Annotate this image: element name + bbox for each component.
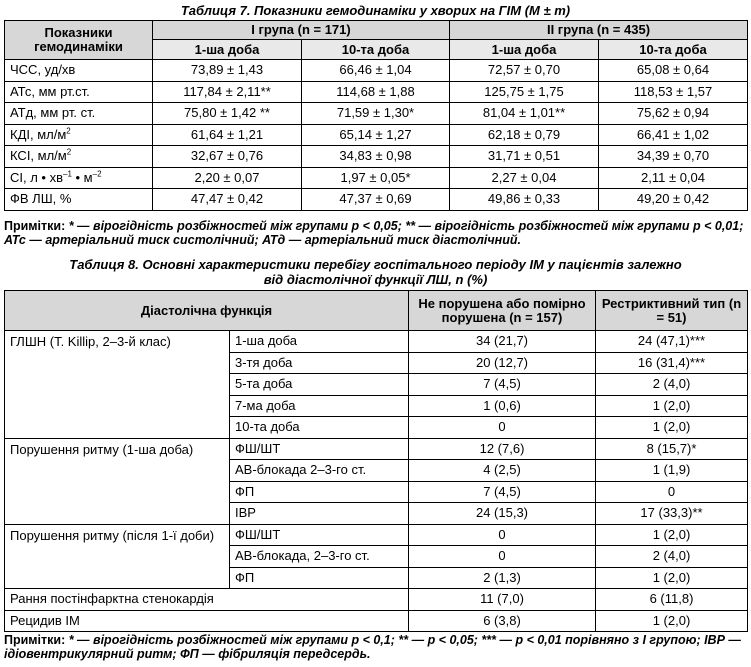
table-row (5, 60, 748, 82)
value-cell: 73,89 ± 1,43 (153, 60, 302, 82)
sub-label: ФП (230, 481, 409, 503)
value-restrictive: 2 (4,0) (596, 546, 748, 568)
value-cell: 72,57 ± 0,70 (450, 60, 599, 82)
table-row (5, 331, 748, 353)
row-label: Рання постінфарктна стенокардія (5, 589, 409, 611)
hospital-course-table-body (5, 331, 748, 632)
sub-label: ФП (230, 567, 409, 589)
value-restrictive: 8 (15,7)* (596, 438, 748, 460)
table-row (5, 524, 748, 546)
value-cell: 125,75 ± 1,75 (450, 81, 599, 103)
table7-note-text: * — вірогідність розбіжностей між групами p < 0,05; ** — вірогідність розбіжностей між групами p < 0,01; АТс — артеріальний тиск систолічний; АТд — артеріальний тиск діастолічний. (4, 219, 744, 247)
value-cell: 66,46 ± 1,04 (302, 60, 450, 82)
sub-label: ФШ/ШТ (230, 438, 409, 460)
header-restrictive: Рестриктивний тип (n = 51) (596, 291, 748, 331)
group-label: ГЛШН (T. Killip, 2–3-й клас) (5, 331, 230, 439)
value-restrictive: 1 (2,0) (596, 417, 748, 439)
value-cell: 34,39 ± 0,70 (599, 146, 748, 168)
value-normal: 7 (4,5) (409, 481, 596, 503)
sub-label: ФШ/ШТ (230, 524, 409, 546)
header-g1-day10: 10-та доба (302, 40, 450, 60)
table8-caption-line2: від діастолічної функції ЛШ, n (%) (263, 272, 488, 287)
value-normal: 0 (409, 524, 596, 546)
row-label (5, 124, 153, 146)
row-label-text: АТс, мм рт.ст. (10, 83, 90, 99)
value-restrictive: 0 (596, 481, 748, 503)
row-label-text: СІ, л • хв (10, 169, 63, 185)
value-cell: 34,83 ± 0,98 (302, 146, 450, 168)
header-param: Показники гемодинаміки (5, 21, 153, 60)
value-cell: 71,59 ± 1,30* (302, 103, 450, 125)
value-cell: 65,08 ± 0,64 (599, 60, 748, 82)
value-normal: 0 (409, 546, 596, 568)
row-label (5, 167, 153, 189)
table8-caption-line1: Таблиця 8. Основні характеристики перебігу госпітального періоду ІМ у пацієнтів залежно (69, 257, 682, 272)
value-cell: 81,04 ± 1,01** (450, 103, 599, 125)
table-row (5, 438, 748, 460)
value-normal: 20 (12,7) (409, 352, 596, 374)
value-restrictive: 1 (1,9) (596, 460, 748, 482)
table8-notes (4, 633, 747, 661)
value-cell: 118,53 ± 1,57 (599, 81, 748, 103)
hemodynamics-table-body (5, 60, 748, 211)
sub-label: 1-ша доба (230, 331, 409, 353)
table-row (5, 146, 748, 168)
sub-label: АВ-блокада, 2–3-го ст. (230, 546, 409, 568)
sub-label: 5-та доба (230, 374, 409, 396)
row-label (5, 103, 153, 125)
sub-label: 10-та доба (230, 417, 409, 439)
value-normal: 4 (2,5) (409, 460, 596, 482)
value-normal: 12 (7,6) (409, 438, 596, 460)
group-label: Порушення ритму (після 1-ї доби) (5, 524, 230, 589)
value-cell: 75,62 ± 0,94 (599, 103, 748, 125)
table-row (5, 589, 748, 611)
row-label-text: • м (71, 169, 93, 185)
value-restrictive: 1 (2,0) (596, 610, 748, 632)
header-normal: Не порушена або помірно порушена (n = 157) (409, 291, 596, 331)
value-normal: 0 (409, 417, 596, 439)
value-normal: 1 (0,6) (409, 395, 596, 417)
table-row (5, 167, 748, 189)
row-label-text: КДІ, мл/м (10, 126, 67, 142)
value-cell: 61,64 ± 1,21 (153, 124, 302, 146)
value-cell: 2,27 ± 0,04 (450, 167, 599, 189)
value-restrictive: 2 (4,0) (596, 374, 748, 396)
table7-note-label: Примітки: (4, 219, 66, 233)
table8-note-text: * — вірогідність розбіжностей між групами p < 0,1; ** — p < 0,05; *** — p < 0,01 порівняно з І групою; ІВР — ідіовентрикулярний ритм; ФП — фібриляція передсердь. (4, 633, 741, 661)
value-cell: 62,18 ± 0,79 (450, 124, 599, 146)
table7-notes (4, 219, 747, 247)
sub-label: 7-ма доба (230, 395, 409, 417)
sub-label: АВ-блокада 2–3-го ст. (230, 460, 409, 482)
value-cell: 114,68 ± 1,88 (302, 81, 450, 103)
value-cell: 2,20 ± 0,07 (153, 167, 302, 189)
header-g2-day1: 1-ша доба (450, 40, 599, 60)
value-restrictive: 16 (31,4)*** (596, 352, 748, 374)
value-normal: 7 (4,5) (409, 374, 596, 396)
table-row (5, 189, 748, 211)
sub-label: ІВР (230, 503, 409, 525)
value-cell: 49,86 ± 0,33 (450, 189, 599, 211)
label-superscript: 2 (66, 147, 72, 157)
value-restrictive: 1 (2,0) (596, 567, 748, 589)
table-row (5, 610, 748, 632)
label-superscript: 2 (66, 126, 71, 136)
value-cell: 75,80 ± 1,42 ** (153, 103, 302, 125)
row-label (5, 189, 153, 211)
value-cell: 47,47 ± 0,42 (153, 189, 302, 211)
value-cell: 66,41 ± 1,02 (599, 124, 748, 146)
header-g1-day1: 1-ша доба (153, 40, 302, 60)
value-cell: 2,11 ± 0,04 (599, 167, 748, 189)
header-group2: ІІ група (n = 435) (450, 21, 748, 40)
group-label: Порушення ритму (1-ша доба) (5, 438, 230, 524)
value-cell: 47,37 ± 0,69 (302, 189, 450, 211)
value-restrictive: 6 (11,8) (596, 589, 748, 611)
value-normal: 24 (15,3) (409, 503, 596, 525)
row-label: Рецидив ІМ (5, 610, 409, 632)
value-normal: 34 (21,7) (409, 331, 596, 353)
label-superscript: –2 (92, 169, 102, 179)
hospital-course-table (4, 290, 748, 632)
value-restrictive: 1 (2,0) (596, 524, 748, 546)
value-normal: 6 (3,8) (409, 610, 596, 632)
table-row (5, 81, 748, 103)
value-restrictive: 1 (2,0) (596, 395, 748, 417)
value-restrictive: 24 (47,1)*** (596, 331, 748, 353)
header-group1: І група (n = 171) (153, 21, 450, 40)
value-cell: 32,67 ± 0,76 (153, 146, 302, 168)
row-label-text: АТд, мм рт. ст. (10, 105, 96, 121)
value-normal: 11 (7,0) (409, 589, 596, 611)
row-label-text: ЧСС, уд/хв (10, 62, 76, 78)
value-cell: 49,20 ± 0,42 (599, 189, 748, 211)
value-restrictive: 17 (33,3)** (596, 503, 748, 525)
value-cell: 117,84 ± 2,11** (153, 81, 302, 103)
value-cell: 1,97 ± 0,05* (302, 167, 450, 189)
row-label (5, 81, 153, 103)
row-label-text: ФВ ЛШ, % (10, 191, 72, 207)
table7-caption: Таблиця 7. Показники гемодинаміки у хворих на ГІМ (M ± m) (180, 3, 571, 18)
table-row (5, 103, 748, 125)
row-label-text: КСІ, мл/м (10, 148, 67, 164)
sub-label: 3-тя доба (230, 352, 409, 374)
value-cell: 65,14 ± 1,27 (302, 124, 450, 146)
hemodynamics-table (4, 20, 748, 211)
row-label (5, 60, 153, 82)
value-normal: 2 (1,3) (409, 567, 596, 589)
label-superscript: –1 (63, 169, 72, 179)
table8-note-label: Примітки: (4, 633, 66, 647)
header-diastolic: Діастолічна функція (5, 291, 409, 331)
value-cell: 31,71 ± 0,51 (450, 146, 599, 168)
header-g2-day10: 10-та доба (599, 40, 748, 60)
row-label (5, 146, 153, 168)
table-row (5, 124, 748, 146)
